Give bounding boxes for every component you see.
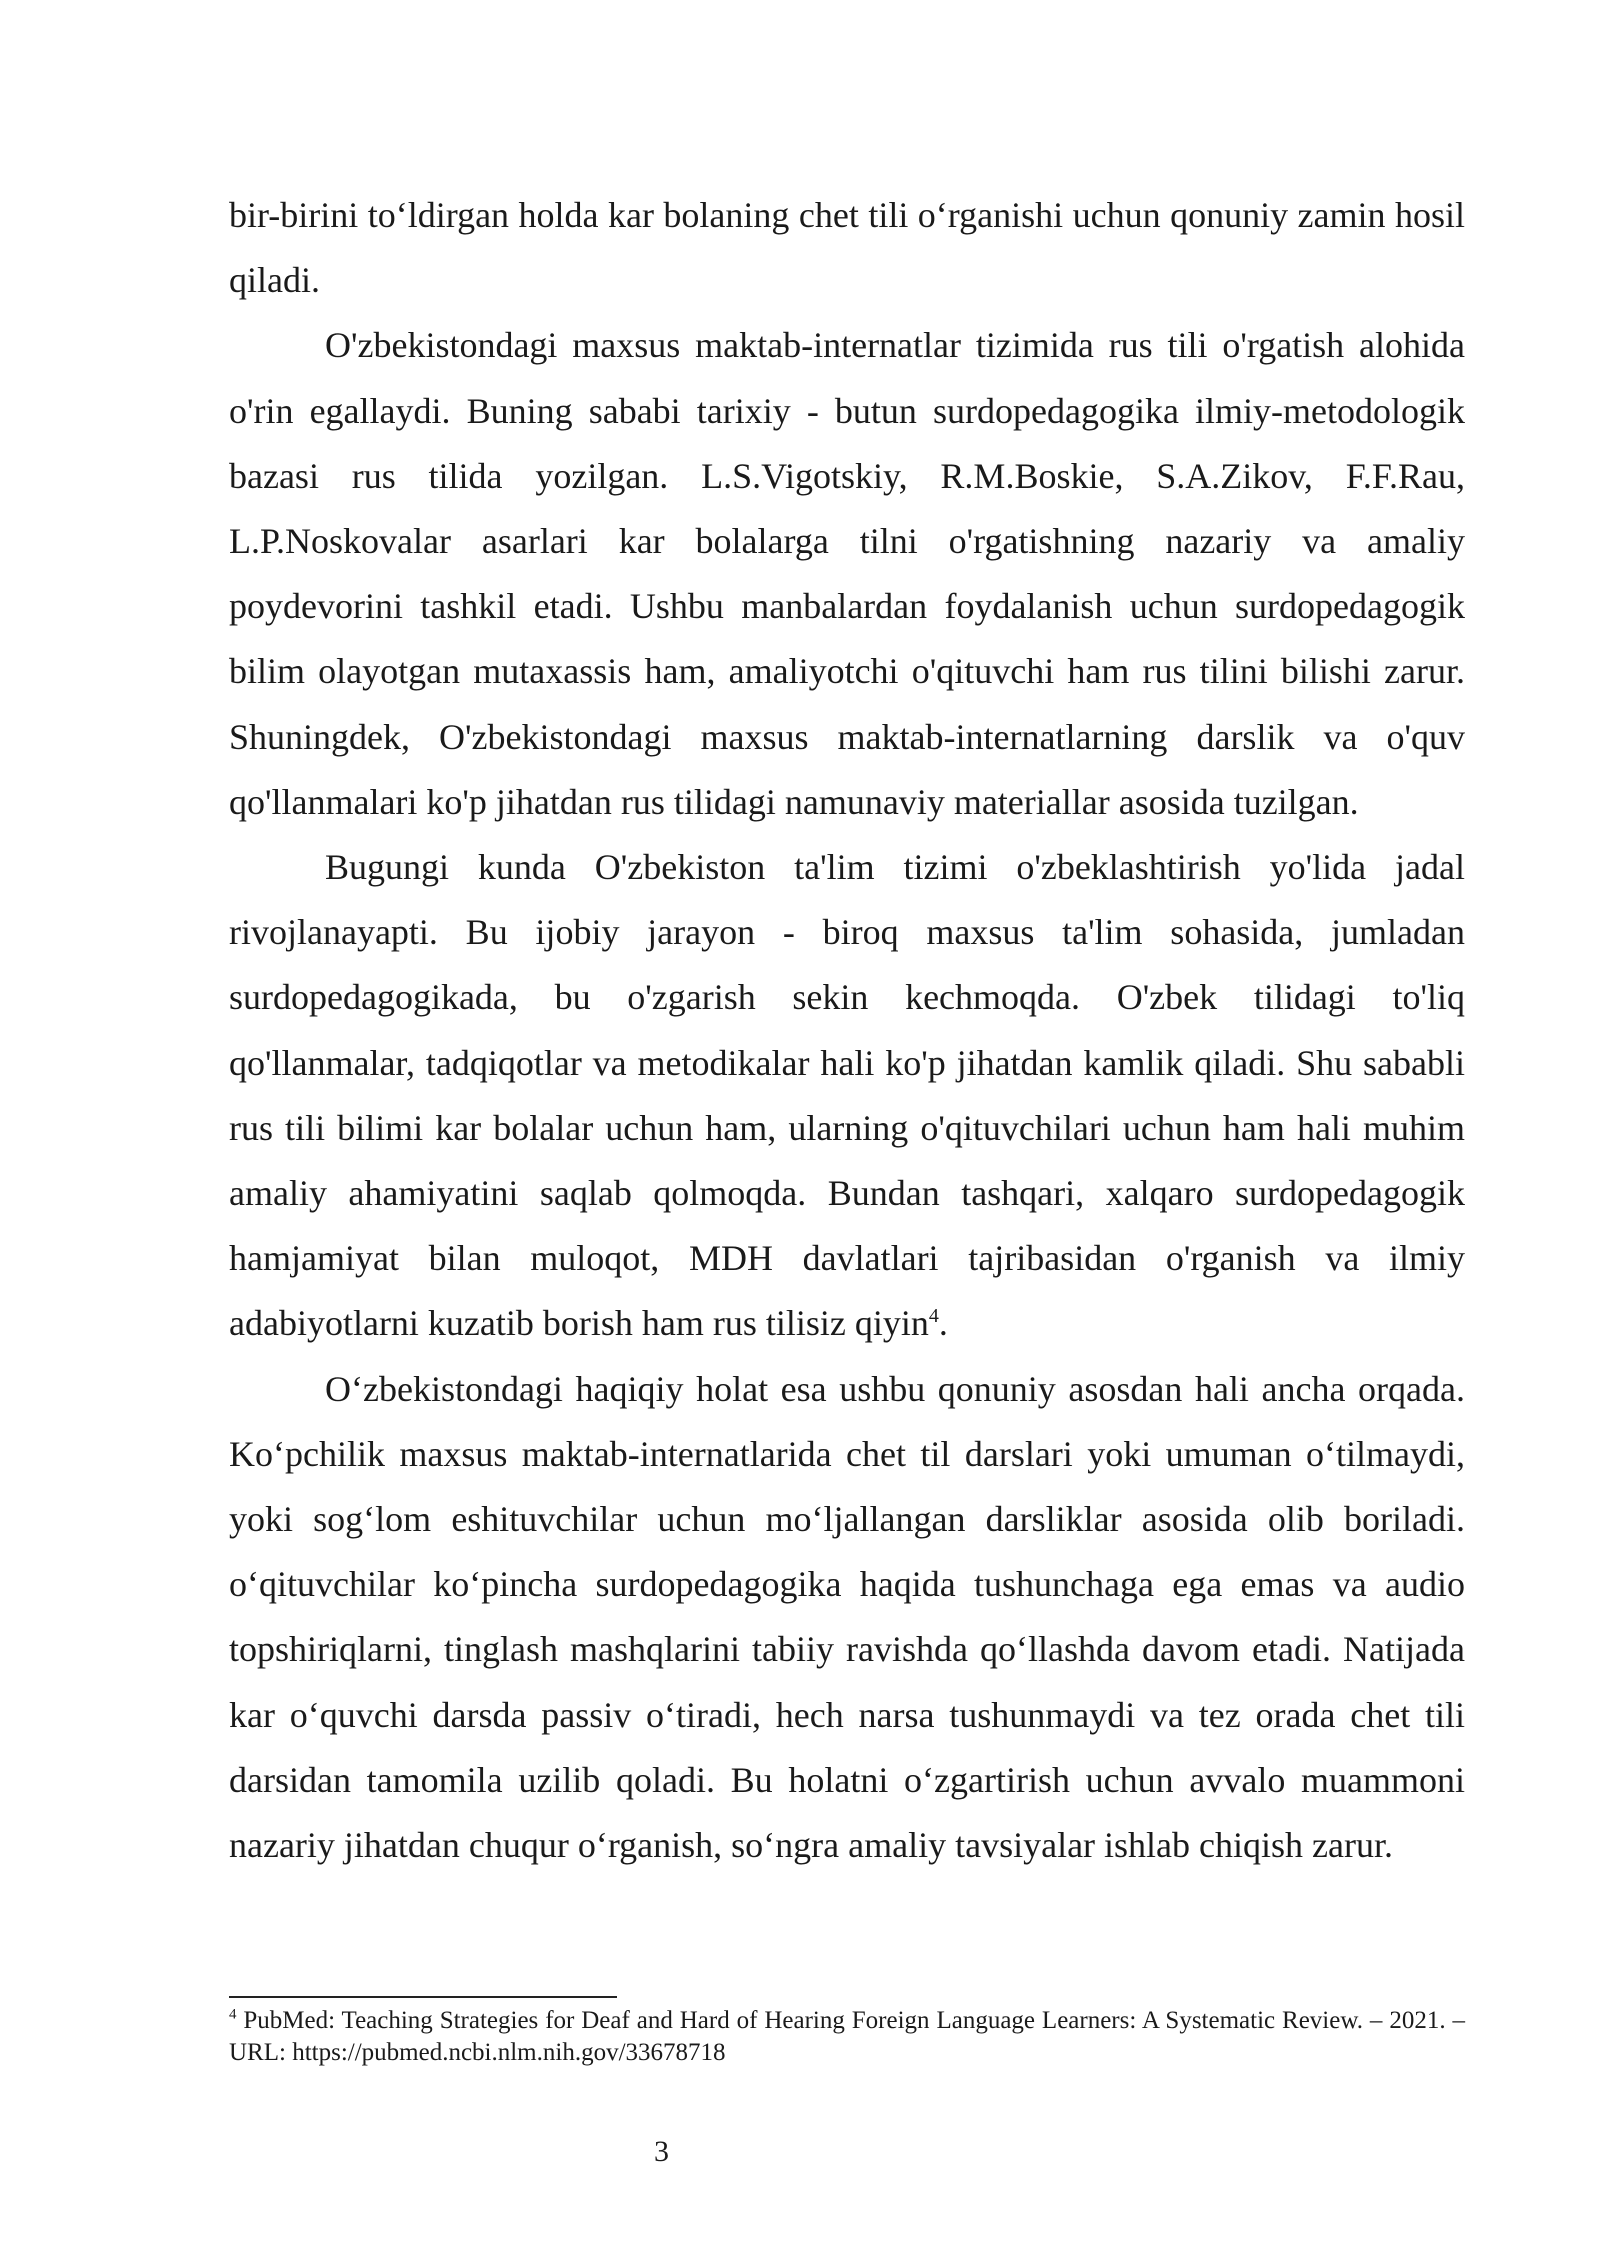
paragraph-2-text: O'zbekistondagi maxsus maktab-internatlar tizimida rus tili o'rgatish alohida o'rin egallaydi. Buning sababi tarixiy - butun surdopedagogika ilmiy-metodologik bazasi rus tilida yozilgan. L.S.Vigotskiy, R.M.Boskie, S.A.Zikov, F.F.Rau, L.P.Noskovalar asarlari kar bolalarga tilni o'rgatishning nazariy va amaliy poydevorini tashkil etadi. Ushbu manbalardan foydalanish uchun surdopedagogik bilim olayotgan mutaxassis ham, amaliyotchi o'qituvchi ham rus tilini bilishi zarur. Shuningdek, O'zbekistondagi maxsus maktab-internatlarning darslik va o'quv qo'llanmalari ko'p jihatdan rus tilidagi namunaviy materiallar asosida tuzilgan.	[229, 325, 1465, 822]
footnote-text: PubMed: Teaching Strategies for Deaf and Hard of Hearing Foreign Language Learners: A Systematic Review. – 2021. – URL: https://pubmed.ncbi.nlm.nih.gov/33678718	[229, 2007, 1465, 2066]
footnote-separator	[229, 1996, 617, 1998]
footnote-marker: 4	[229, 2006, 237, 2023]
paragraph-1	[229, 183, 1465, 313]
paragraph-3-end-punctuation: .	[938, 1303, 948, 1344]
paragraph-1-text: bir-birini to‘ldirgan holda kar bolaning chet tili o‘rganishi uchun qonuniy zamin hosil qiladi.	[229, 195, 1465, 301]
paragraph-2	[229, 313, 1465, 835]
paragraph-4-text: O‘zbekistondagi haqiqiy holat esa ushbu qonuniy asosdan hali ancha orqada. Ko‘pchilik maxsus maktab-internatlarida chet til darslari yoki umuman o‘tilmaydi, yoki sog‘lom eshituvchilar uchun mo‘ljallangan darsliklar asosida olib boriladi. o‘qituvchilar ko‘pincha surdopedagogika haqida tushunchaga ega emas va audio topshiriqlarni, tinglash mashqlarini tabiiy ravishda qo‘llashda davom etadi. Natijada kar o‘quvchi darsda passiv o‘tiradi, hech narsa tushunmaydi va tez orada chet tili darsidan tamomila uzilib qoladi. Bu holatni o‘zgartirish uchun avvalo muammoni nazariy jihatdan chuqur o‘rganish, so‘ngra amaliy tavsiyalar ishlab chiqish zarur.	[229, 1368, 1465, 1866]
paragraph-3-text: Bugungi kunda O'zbekiston ta'lim tizimi o'zbeklashtirish yo'lida jadal rivojlanayapti. Bu ijobiy jarayon - biroq maxsus ta'lim sohasida, jumladan surdopedagogikada, bu o'zgarish sekin kechmoqda. O'zbek tilidagi to'liq qo'llanmalar, tadqiqotlar va metodikalar hali ko'p jihatdan kamlik qiladi. Shu sababli rus tili bilimi kar bolalar uchun ham, ularning o'qituvchilari uchun ham hali muhim amaliy ahamiyatini saqlab qolmoqda. Bundan tashqari, xalqaro surdopedagogik hamjamiyat bilan muloqot, MDH davlatlari tajribasidan o'rganish va ilmiy adabiyotlarni kuzatib borish ham rus tilisiz qiyin	[229, 847, 1465, 1344]
paragraph-3	[229, 835, 1465, 1357]
footnote	[229, 2005, 1465, 2069]
footnote-reference[interactable]: 4	[928, 1305, 939, 1328]
paragraph-4	[229, 1357, 1465, 1879]
page-number: 3	[654, 2135, 669, 2168]
body-text	[229, 183, 1465, 1878]
